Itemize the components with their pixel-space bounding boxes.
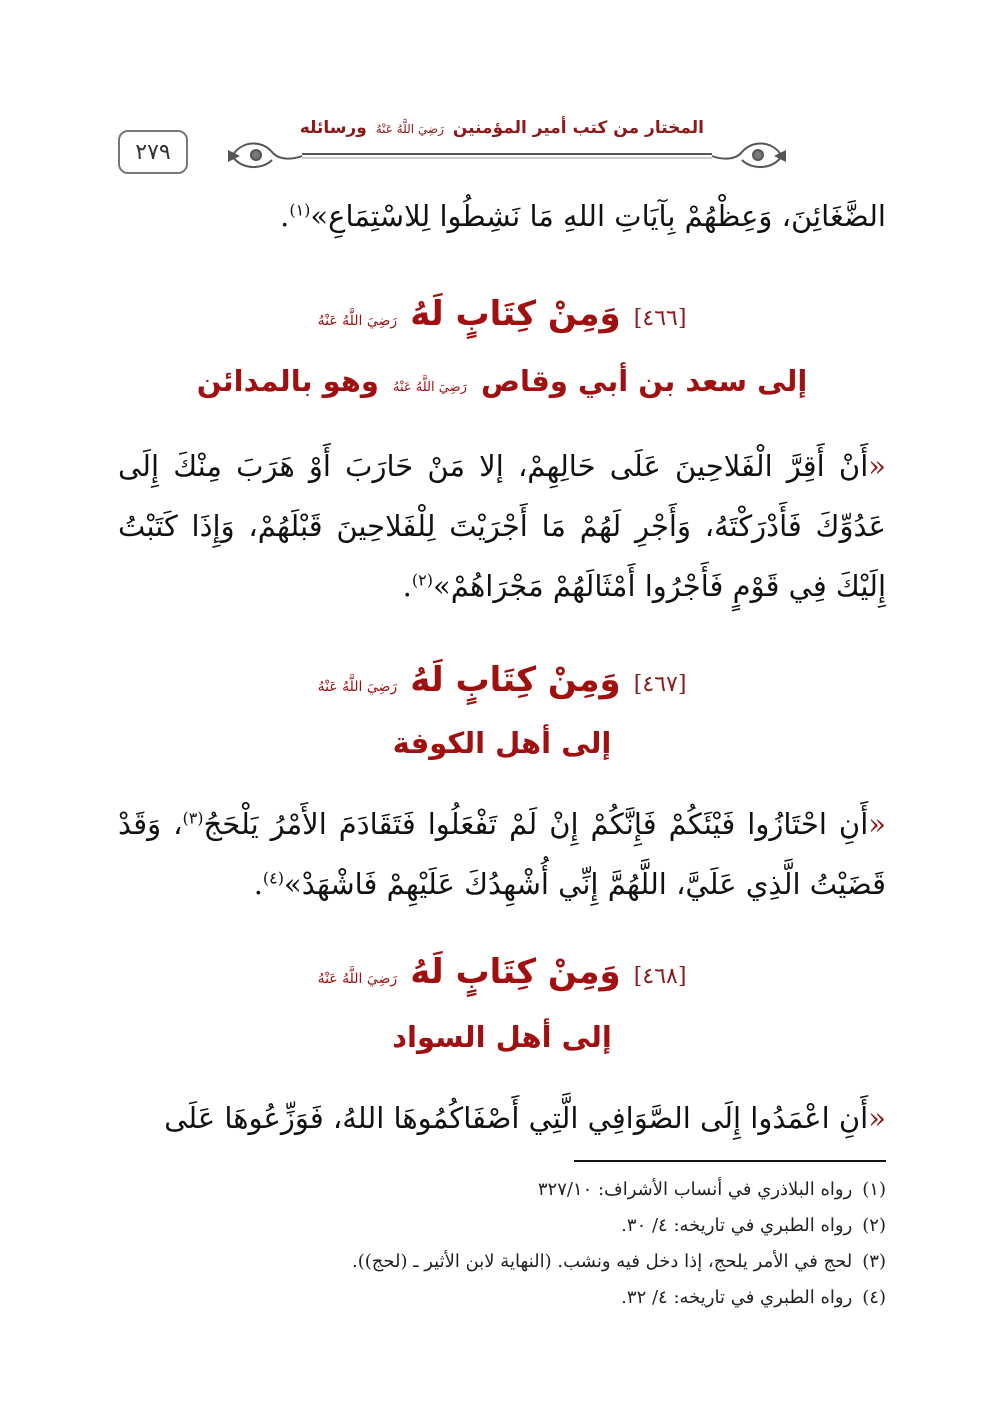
- section-honorific: رَضِيَ اللَّهُ عَنْهُ: [317, 313, 398, 329]
- intro-paragraph: [118, 186, 886, 246]
- body-text: أَنْ أَقِرَّ الْفَلاحِينَ عَلَى حَالِهِمْ، إلا مَنْ حَارَبَ أَوْ هَرَبَ مِنْكَ إِلَى عَدُوِّكَ فَأَدْرَكْتَهُ، وَأَجْرِ لَهُمْ مَا أَجْرَيْتَ لِلْفَلاحِينَ قَبْلَهُمْ، وَإِذَا كَتَبْتُ إِلَيْكَ فِي قَوْمٍ فَأَجْرُوا أَمْثَالَهُمْ مَجْرَاهُمْ»: [118, 449, 886, 603]
- sentence-end: .: [402, 569, 412, 603]
- section-subtitle-468: [118, 1020, 886, 1054]
- ornament-icon: [222, 132, 792, 172]
- section-heading-466: [118, 294, 886, 334]
- footnote-ref: (٢): [411, 570, 433, 590]
- running-header: [300, 118, 704, 138]
- section-subtitle-467: [118, 726, 886, 760]
- section-number: [٤٦٨]: [633, 964, 687, 989]
- footnote-number: (٤): [862, 1287, 886, 1308]
- section-heading-467: [118, 660, 886, 700]
- quote-mark: «: [868, 1101, 886, 1135]
- header-title-suffix: ورسائله: [299, 118, 367, 138]
- footnote-number: (٢): [862, 1215, 886, 1236]
- subtitle-text: إلى أهل الكوفة: [392, 726, 612, 760]
- footnote-text: لحج في الأمر يلحج، إذا دخل فيه ونشب. (النهاية لابن الأثير ـ (لحج)).: [352, 1251, 853, 1272]
- footnote-ref: (٣): [182, 808, 204, 828]
- quote-mark: «: [868, 807, 886, 841]
- section-number: [٤٦٦]: [633, 306, 687, 331]
- footnote-number: (٣): [862, 1251, 886, 1272]
- header-honorific: رَضِيَ اللَّهُ عَنْهُ: [375, 122, 444, 136]
- section-body-466: [118, 436, 886, 616]
- body-text-b: ، وَقَدْ قَضَيْتُ الَّذِي عَلَيَّ، اللَّهُمَّ إِنِّي أُشْهِدُكَ عَلَيْهِمْ فَاشْهَدْ»: [118, 807, 886, 901]
- section-honorific: رَضِيَ اللَّهُ عَنْهُ: [317, 971, 398, 987]
- section-title: وَمِنْ كِتَابٍ لَهُ: [410, 294, 621, 334]
- section-subtitle-466: [118, 364, 886, 398]
- footnote-item: [118, 1280, 886, 1316]
- page-number: ٢٧٩: [118, 130, 188, 174]
- subtitle-text: إلى أهل السواد: [392, 1020, 612, 1054]
- quote-mark: «: [868, 449, 886, 483]
- header-title-text: المختار من كتب أمير المؤمنين: [452, 118, 704, 138]
- sentence-end: .: [280, 199, 290, 233]
- body-text: أَنِ اعْمَدُوا إِلَى الصَّوَافِي الَّتِي أَصْفَاكُمُوهَا اللهُ، فَوَزِّعُوهَا عَلَى: [164, 1101, 869, 1135]
- body-text-a: أَنِ احْتَازُوا فَيْئَكُمْ فَإِنَّكُمْ إِنْ لَمْ تَفْعَلُوا فَتَقَادَمَ الأَمْرُ يَلْحَجُ: [203, 807, 869, 841]
- subtitle-text: إلى سعد بن أبي وقاص: [481, 364, 808, 398]
- footnote-text: رواه الطبري في تاريخه: ٤/ ٣٠.: [621, 1215, 853, 1236]
- footnote-number: (١): [862, 1179, 886, 1200]
- sentence-end: .: [253, 867, 263, 901]
- footnote-ref: (١): [289, 200, 311, 220]
- intro-text: الضَّغَائِنَ، وَعِظْهُمْ بِآيَاتِ اللهِ مَا نَشِطُوا لِلاسْتِمَاعِ»: [310, 199, 886, 233]
- subtitle-honorific: رَضِيَ اللَّهُ عَنْهُ: [393, 380, 467, 395]
- footnote-ref: (٤): [262, 868, 285, 888]
- section-title: وَمِنْ كِتَابٍ لَهُ: [410, 952, 621, 992]
- section-title: وَمِنْ كِتَابٍ لَهُ: [410, 660, 621, 700]
- subtitle-suffix: وهو بالمدائن: [196, 364, 379, 398]
- footnote-text: رواه البلاذري في أنساب الأشراف: ٣٢٧/١٠: [537, 1179, 853, 1200]
- footnote-divider: [574, 1160, 886, 1162]
- section-honorific: رَضِيَ اللَّهُ عَنْهُ: [317, 679, 398, 695]
- footnotes: [118, 1172, 886, 1316]
- footnote-text: رواه الطبري في تاريخه: ٤/ ٣٢.: [621, 1287, 853, 1308]
- footnote-item: [118, 1172, 886, 1208]
- footnote-item: [118, 1208, 886, 1244]
- section-body-467: [118, 794, 886, 914]
- section-number: [٤٦٧]: [633, 672, 687, 697]
- footnote-item: [118, 1244, 886, 1280]
- section-body-468: [118, 1088, 886, 1148]
- section-heading-468: [118, 952, 886, 992]
